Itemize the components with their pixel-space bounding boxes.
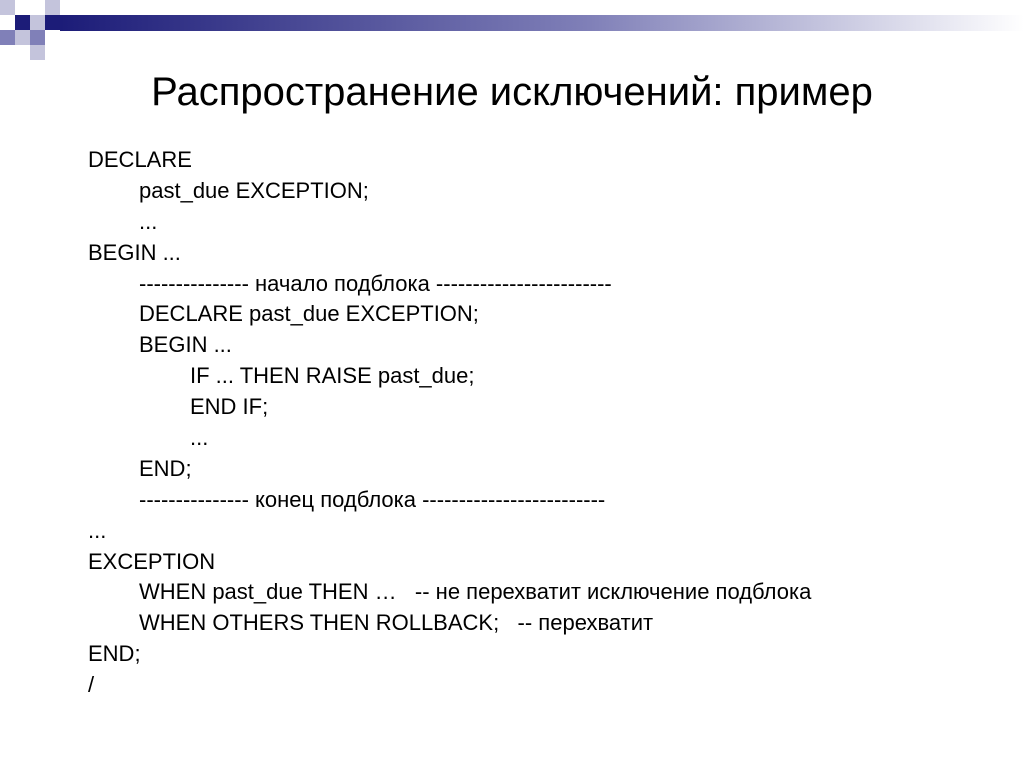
deco-square bbox=[30, 15, 45, 30]
code-line: BEGIN ... bbox=[88, 239, 181, 265]
code-line: IF ... THEN RAISE past_due; bbox=[190, 363, 475, 389]
deco-square bbox=[45, 0, 60, 15]
code-line: / bbox=[88, 672, 95, 698]
code-line: END; bbox=[88, 641, 141, 667]
deco-square bbox=[0, 0, 15, 15]
slide-header-decoration bbox=[0, 0, 1024, 60]
code-line: past_due EXCEPTION; bbox=[139, 177, 369, 203]
code-line: --------------- начало подблока ------------------------ bbox=[139, 270, 612, 296]
code-line: END; bbox=[139, 455, 192, 481]
slide-title: Распространение исключений: пример bbox=[151, 70, 873, 114]
deco-square bbox=[45, 15, 60, 30]
code-line: ... bbox=[190, 425, 209, 451]
code-listing bbox=[88, 145, 988, 701]
code-line: --------------- конец подблока ------------------------- bbox=[139, 486, 606, 512]
deco-square bbox=[30, 45, 45, 60]
deco-square bbox=[0, 30, 15, 45]
code-line: END IF; bbox=[190, 394, 269, 420]
code-line: ... bbox=[88, 517, 107, 543]
code-line: ... bbox=[139, 208, 158, 234]
code-line: EXCEPTION bbox=[88, 548, 216, 574]
code-line: DECLARE bbox=[88, 147, 192, 172]
code-line: WHEN OTHERS THEN ROLLBACK; -- перехватит bbox=[139, 610, 654, 636]
gradient-bar bbox=[60, 15, 1024, 31]
deco-square bbox=[15, 30, 30, 45]
code-line: DECLARE past_due EXCEPTION; bbox=[139, 301, 479, 327]
code-line: BEGIN ... bbox=[139, 332, 232, 358]
code-line: WHEN past_due THEN … -- не перехватит исключение подблока bbox=[139, 579, 812, 605]
deco-square bbox=[30, 30, 45, 45]
deco-square bbox=[15, 15, 30, 30]
